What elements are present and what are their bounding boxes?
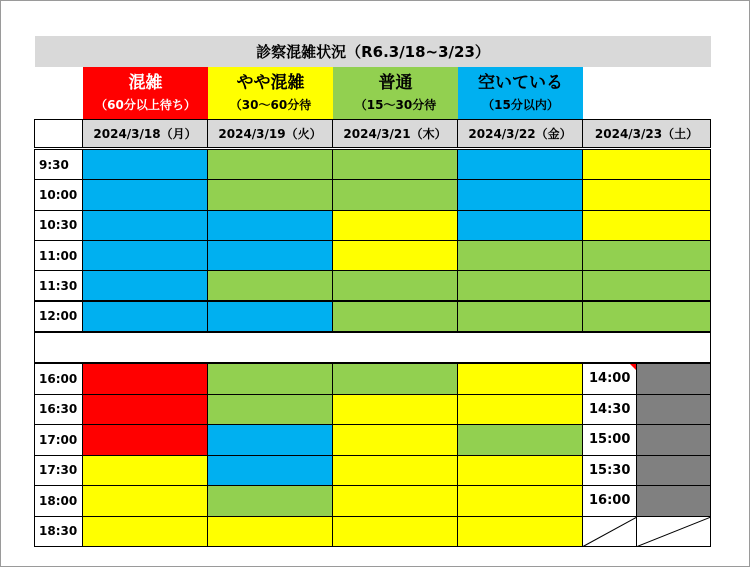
status-cell: [82, 240, 208, 271]
status-cell: [207, 179, 333, 210]
status-cell: [332, 363, 458, 395]
time-label: 16:30: [34, 394, 83, 426]
saturday-time-label: 15:00: [582, 424, 637, 456]
status-cell: [582, 301, 711, 332]
legend-sublabel: （30～60分待: [229, 98, 312, 112]
lunch-gap-row: [34, 332, 711, 363]
status-cell: [207, 210, 333, 241]
status-cell: [82, 149, 208, 180]
legend-sublabel: （15分以内）: [482, 98, 559, 112]
status-cell: [82, 179, 208, 210]
legend-sublabel: （60分以上待ち）: [95, 98, 196, 112]
status-cell: [457, 270, 583, 301]
status-cell: [82, 210, 208, 241]
time-label: 10:30: [34, 210, 83, 241]
status-cell: [332, 455, 458, 487]
status-cell: [457, 240, 583, 271]
status-cell: [82, 363, 208, 395]
status-cell: [332, 516, 458, 548]
status-cell: [457, 455, 583, 487]
status-cell: [457, 363, 583, 395]
status-cell: [207, 485, 333, 517]
status-cell: [82, 394, 208, 426]
date-header: 2024/3/22（金）: [457, 119, 583, 148]
time-label: 9:30: [34, 149, 83, 180]
status-cell: [207, 394, 333, 426]
time-label: 10:00: [34, 179, 83, 210]
date-header: 2024/3/23（土）: [582, 119, 711, 148]
status-cell: [207, 516, 333, 548]
status-cell: [582, 149, 711, 180]
legend-label: 空いている: [478, 73, 563, 93]
saturday-status-cell: [636, 394, 711, 426]
time-label: 17:30: [34, 455, 83, 487]
status-cell: [457, 210, 583, 241]
status-cell: [332, 485, 458, 517]
status-cell: [207, 455, 333, 487]
saturday-time-label: 14:30: [582, 394, 637, 426]
legend-sublabel: （15～30分待: [354, 98, 437, 112]
status-cell: [332, 270, 458, 301]
status-cell: [582, 179, 711, 210]
status-cell: [332, 424, 458, 456]
status-cell: [207, 301, 333, 332]
legend-item: [208, 67, 333, 119]
status-cell: [207, 424, 333, 456]
legend-label: 混雑: [128, 73, 163, 93]
status-cell: [82, 516, 208, 548]
status-cell: [207, 270, 333, 301]
legend-item: [333, 67, 458, 119]
saturday-time-label: 16:00: [582, 485, 637, 517]
legend-item: [458, 67, 583, 119]
time-label: 12:00: [34, 301, 83, 332]
status-cell: [582, 210, 711, 241]
status-cell: [332, 149, 458, 180]
time-label: 17:00: [34, 424, 83, 456]
time-label: 11:30: [34, 270, 83, 301]
time-label: 18:30: [34, 516, 83, 548]
status-cell: [82, 485, 208, 517]
date-header: 2024/3/19（火）: [207, 119, 333, 148]
status-cell: [457, 394, 583, 426]
status-cell: [457, 179, 583, 210]
date-header: 2024/3/18（月）: [82, 119, 208, 148]
legend-label: やや混雑: [236, 73, 305, 93]
saturday-status-cell: [636, 424, 711, 456]
header-corner: [34, 119, 83, 148]
saturday-time-label: 14:00: [582, 363, 637, 395]
date-header: 2024/3/21（木）: [332, 119, 458, 148]
saturday-status-cell: [636, 485, 711, 517]
status-cell: [207, 240, 333, 271]
status-cell: [582, 270, 711, 301]
status-cell: [82, 424, 208, 456]
status-cell: [332, 210, 458, 241]
status-cell: [582, 240, 711, 271]
empty-slashed-cell: [582, 516, 637, 548]
comment-marker: [630, 364, 636, 370]
status-cell: [457, 301, 583, 332]
status-cell: [207, 363, 333, 395]
status-cell: [457, 424, 583, 456]
legend-label: 普通: [378, 73, 413, 93]
status-cell: [457, 516, 583, 548]
page-title: 診察混雑状況（R6.3/18~3/23）: [35, 36, 711, 67]
saturday-status-cell: [636, 363, 711, 395]
saturday-time-label: 15:30: [582, 455, 637, 487]
time-label: 11:00: [34, 240, 83, 271]
status-cell: [457, 149, 583, 180]
status-cell: [82, 270, 208, 301]
status-cell: [332, 179, 458, 210]
empty-slashed-cell: [636, 516, 711, 548]
status-cell: [332, 394, 458, 426]
status-cell: [332, 240, 458, 271]
status-cell: [82, 301, 208, 332]
legend-item: [83, 67, 208, 119]
status-cell: [457, 485, 583, 517]
time-label: 16:00: [34, 363, 83, 395]
status-cell: [207, 149, 333, 180]
status-cell: [332, 301, 458, 332]
saturday-status-cell: [636, 455, 711, 487]
status-cell: [82, 455, 208, 487]
time-label: 18:00: [34, 485, 83, 517]
